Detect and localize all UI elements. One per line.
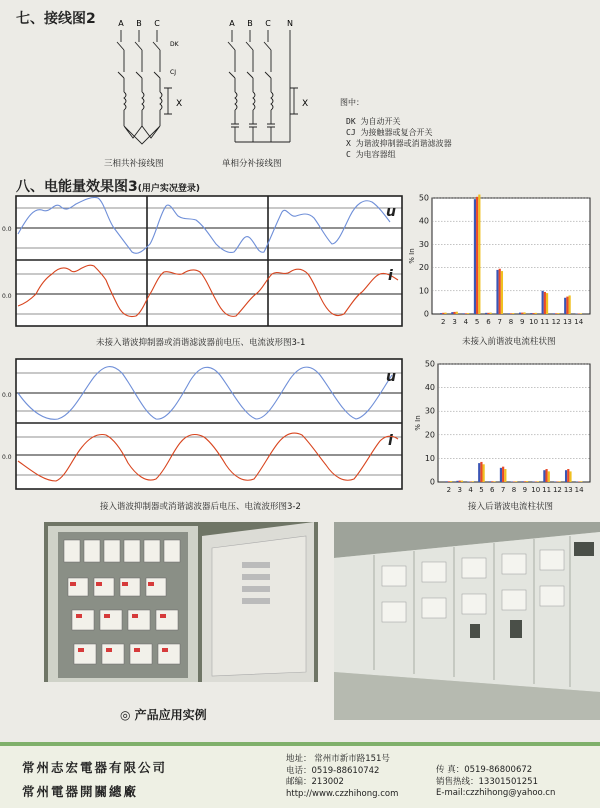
x-tick-label: 8 — [511, 486, 517, 494]
phone-text: 电话：0519-88610742 — [286, 765, 380, 776]
waveform-before-panel — [0, 194, 420, 330]
bar — [546, 293, 548, 314]
bar — [448, 481, 450, 482]
current-i-label: i — [388, 268, 393, 284]
bar — [474, 199, 476, 314]
x-tick-label: 13 — [563, 486, 573, 494]
bar — [521, 313, 523, 314]
x-tick-label: 3 — [452, 318, 457, 326]
waveform-before-caption: 未接入谐波抑制器或消谐滤波器前电压、电流波形图3-1 — [96, 338, 306, 348]
y-tick-label: 10 — [418, 286, 429, 296]
current-i-label-after: i — [388, 433, 393, 449]
footer-bar — [0, 742, 600, 746]
photos-caption: ◎ 产品应用实例 — [120, 708, 207, 722]
cj-label: CJ — [170, 69, 176, 76]
bar — [523, 312, 525, 314]
bar — [564, 298, 566, 314]
x-tick-label: 7 — [497, 318, 502, 326]
bar — [519, 313, 521, 314]
phase-label-c-2: C — [265, 19, 271, 28]
three-phase-wiring-diagram — [100, 14, 200, 160]
x-tick-label: 13 — [562, 318, 572, 326]
bar — [440, 313, 442, 314]
bar — [490, 313, 492, 314]
x-tick-label: 9 — [522, 486, 528, 494]
bar — [499, 269, 501, 314]
wiring-lines-2 — [228, 30, 298, 142]
bar — [566, 297, 568, 314]
section-8-title — [16, 176, 200, 196]
waveform-after-panel — [0, 357, 420, 493]
x-tick-label: 2 — [441, 318, 446, 326]
email-link[interactable]: E-mail:czzhihong@yahoo.cn — [436, 788, 556, 798]
y-tick-label: 50 — [418, 193, 429, 203]
phase-labels — [118, 19, 160, 28]
y-tick-label: 20 — [424, 430, 435, 440]
company-name-2: 常州電器開關總廠 — [22, 784, 139, 799]
bar — [537, 481, 539, 482]
y-tick-label: 50 — [424, 359, 435, 369]
x-tick-label: 12 — [552, 486, 562, 494]
bar — [532, 313, 534, 314]
bar — [451, 312, 453, 314]
waveform-after-caption: 接入谐波抑制器或消谐滤波器后电压、电流波形图3-2 — [100, 502, 301, 512]
bar — [501, 271, 503, 314]
bar — [522, 481, 524, 482]
bar — [545, 469, 547, 482]
bar — [508, 313, 510, 314]
hotline-text: 销售热线：13301501251 — [436, 776, 538, 787]
bar — [446, 481, 448, 482]
bar — [559, 481, 561, 482]
y-tick-label: 40 — [418, 216, 429, 226]
bar — [500, 468, 502, 482]
y-axis-label: % In — [414, 415, 422, 431]
x-tick-label: 8 — [508, 318, 514, 326]
y-tick-label: 40 — [424, 383, 435, 393]
bar — [472, 481, 474, 482]
y-tick-label: 20 — [418, 263, 429, 273]
phase-label-c: C — [154, 19, 160, 28]
footer — [0, 742, 600, 808]
bar-chart-after-caption: 接入后谐波电流柱状图 — [468, 502, 554, 512]
legend-item-c: C 为电容器组 — [346, 150, 396, 159]
bar — [493, 481, 495, 482]
bar — [555, 313, 557, 314]
x-tick-label: 6 — [490, 486, 495, 494]
bar — [543, 470, 545, 482]
bar — [512, 313, 514, 314]
bar — [535, 313, 537, 314]
bar — [557, 313, 559, 314]
x-tick-label: 12 — [551, 318, 561, 326]
x-tick-label: 2 — [446, 486, 452, 494]
voltage-u-label-after: u — [386, 369, 396, 385]
bar — [461, 481, 463, 482]
x-tick-label: 5 — [479, 486, 484, 494]
bar — [456, 481, 458, 482]
bar — [524, 481, 526, 482]
section-8-title-text: 八、电能量效果图3 — [16, 179, 138, 195]
bar — [569, 295, 571, 314]
bar — [459, 481, 461, 482]
bar — [450, 481, 452, 482]
bar — [478, 195, 480, 314]
wiring-lines — [117, 30, 172, 144]
bar — [487, 313, 489, 314]
fax-text: 传 真：0519-86800672 — [436, 765, 533, 775]
legend-item-dk: DK 为自动开关 — [346, 117, 401, 126]
voltage-u-label: u — [386, 204, 396, 220]
bar — [553, 313, 555, 314]
bar — [569, 471, 571, 482]
phase-label-n: N — [287, 19, 293, 28]
x-tick-label: 5 — [474, 318, 480, 326]
y-tick-label: 30 — [424, 406, 435, 416]
company-name-1: 常州志宏電器有限公司 — [22, 760, 168, 775]
current-zero-label: 0.0 — [2, 293, 12, 300]
bar — [467, 313, 469, 314]
x-tick-label: 14 — [574, 318, 584, 326]
postcode-text: 邮编：213002 — [286, 777, 344, 787]
x-label: X — [176, 99, 183, 109]
y-tick-label: 10 — [424, 453, 435, 463]
bar — [485, 313, 487, 314]
bar — [567, 469, 569, 482]
y-tick-label: 0 — [429, 477, 435, 487]
phase-label-a-2: A — [229, 19, 235, 28]
x-tick-label: 11 — [542, 486, 552, 494]
legend-item-x: X 为谐波抑制器或消谐滤波器 — [346, 139, 452, 148]
bar — [515, 481, 517, 482]
bar — [483, 464, 485, 482]
phase-labels-2 — [229, 19, 293, 28]
bar — [542, 291, 544, 314]
harmonic-bar-chart-after — [400, 356, 600, 498]
contact-left — [286, 754, 398, 800]
bar — [504, 469, 506, 482]
switchgear-room-photo — [334, 522, 600, 720]
section-7-title: 七、接线图2 — [16, 11, 96, 27]
bar-chart-before-caption: 未接入前谐波电流柱状图 — [462, 337, 556, 347]
y-axis-label: % In — [408, 248, 416, 264]
x-tick-label: 9 — [520, 318, 525, 326]
contact-right — [436, 765, 555, 800]
x-tick-label: 10 — [531, 486, 541, 494]
section-8-subtitle: (用户实况登录) — [137, 184, 200, 194]
harmonic-bar-chart-before — [400, 192, 600, 332]
y-tick-label: 30 — [418, 239, 429, 249]
x-tick-label: 4 — [463, 318, 469, 326]
bar — [453, 312, 455, 314]
bar — [444, 313, 446, 314]
phase-label-b: B — [136, 19, 142, 28]
x-tick-label: 11 — [540, 318, 550, 326]
single-phase-wiring-diagram — [220, 14, 320, 160]
bar — [510, 313, 512, 314]
bar — [489, 481, 491, 482]
bar — [465, 313, 467, 314]
bar — [442, 313, 444, 314]
x-label-2: X — [302, 99, 309, 109]
phase-label-b-2: B — [247, 19, 253, 28]
bar — [496, 270, 498, 314]
website-link[interactable]: http://www.czzhihong.com — [286, 788, 399, 799]
bar — [480, 462, 482, 482]
bar — [456, 312, 458, 314]
x-tick-label: 7 — [500, 486, 506, 494]
bar — [544, 292, 546, 314]
bar — [463, 313, 465, 314]
x-tick-label: 6 — [486, 318, 491, 326]
dk-label: DK — [170, 41, 179, 48]
address-text: 地址： 常州市新市路151号 — [286, 754, 390, 764]
y-tick-label: 0 — [423, 309, 429, 319]
current-zero-label-after: 0.0 — [2, 454, 12, 461]
x-tick-label: 3 — [457, 486, 462, 494]
x-tick-label: 14 — [574, 486, 584, 494]
bar — [476, 197, 478, 314]
phase-label-a: A — [118, 19, 124, 28]
bar — [530, 313, 532, 314]
bar — [565, 470, 567, 482]
bar — [580, 313, 582, 314]
legend-item-cj: CJ 为接触器或复合开关 — [346, 128, 433, 137]
bar — [548, 471, 550, 482]
bar — [580, 481, 582, 482]
voltage-zero-label-after: 0.0 — [2, 392, 12, 399]
plot-area — [438, 364, 590, 482]
control-cabinet-photo — [44, 522, 318, 682]
bar — [491, 481, 493, 482]
bar — [478, 463, 480, 482]
plot-area — [432, 198, 590, 314]
bar — [526, 481, 528, 482]
voltage-zero-label: 0.0 — [2, 226, 12, 233]
three-phase-diagram-caption: 三相共补接线图 — [104, 159, 164, 169]
x-tick-label: 4 — [468, 486, 473, 494]
diagram-legend — [340, 97, 452, 160]
legend-title: 图中： — [340, 98, 364, 107]
x-tick-label: 10 — [529, 318, 539, 326]
bar — [502, 467, 504, 482]
single-phase-diagram-caption: 单相分补接线图 — [222, 159, 282, 169]
